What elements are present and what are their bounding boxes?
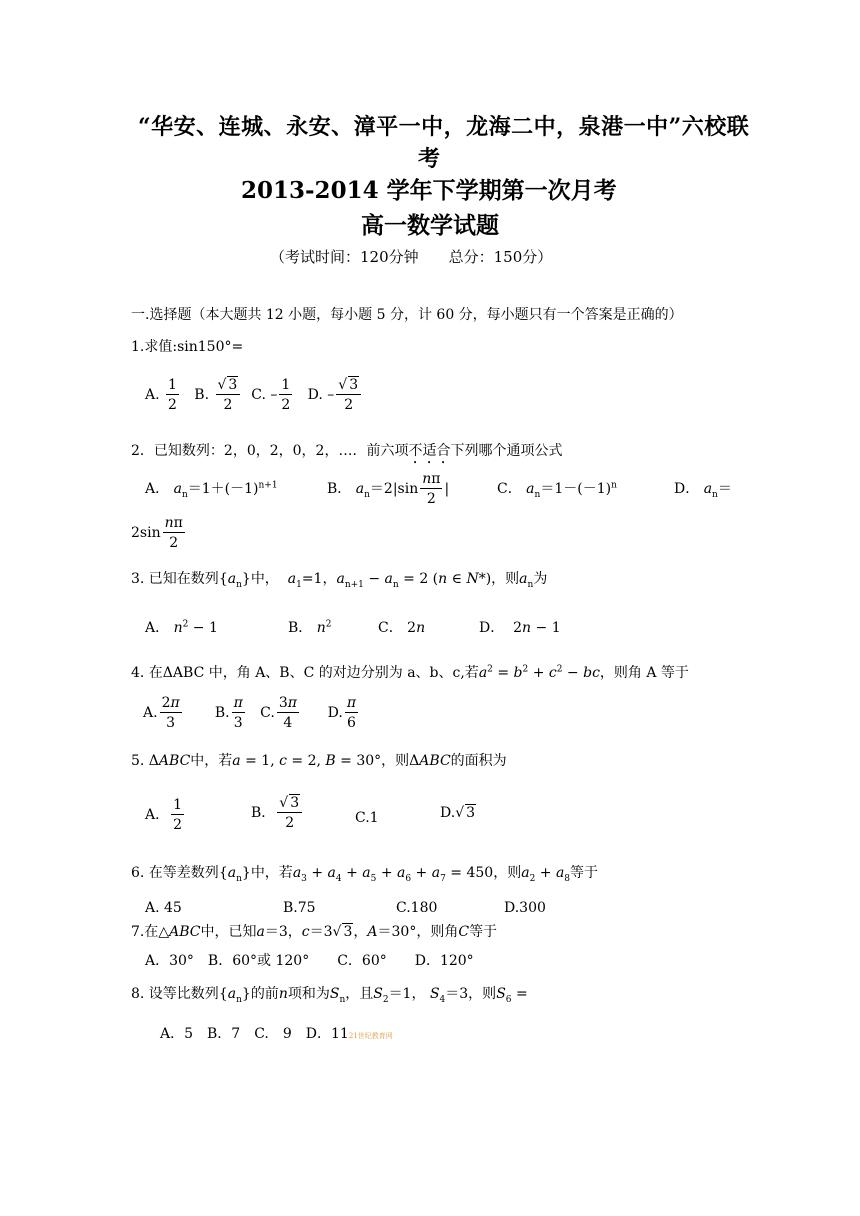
q1-option-d: D.: [307, 387, 323, 403]
fraction: $\frac{2\pi}{3}$: [161, 695, 180, 731]
fraction: $\frac{n\pi}{2}$: [164, 515, 183, 551]
q5-option-b: B．: [251, 805, 276, 821]
q5-option-d: D.: [440, 805, 456, 821]
q2-option-d-cont: [131, 516, 187, 550]
q3-option-c: C． 2n: [378, 620, 426, 636]
q5-option-b-wrap: [251, 796, 304, 830]
option-expr: ＝: [717, 481, 732, 497]
q5-option-c: C.1: [355, 810, 379, 826]
section-heading: 一.选择题（本大题共 12 小题，每小题 5 分，计 60 分，每小题只有一个答案是正确的）: [131, 307, 683, 323]
fraction: $\frac{√ 3}{2}$: [336, 378, 361, 412]
fraction: $\frac{n\pi}{2}$: [422, 471, 441, 507]
q2-option-c: C． $a_n=1-(-1)^n$: [497, 480, 617, 500]
q3-stem-part: 中，: [250, 571, 279, 587]
title-line-2: 考: [418, 146, 441, 172]
q7-stem-part: 等于: [469, 924, 498, 940]
q3-option-b: B． $n^2$: [288, 619, 332, 636]
q2-option-a: A． $a_n=1+(-1)^{n+1}$: [145, 480, 278, 500]
q3-option-d: D． 2n − 1: [479, 620, 561, 636]
q3-stem-part: = 2 (: [403, 571, 439, 587]
q1-option-b: B.: [194, 387, 210, 403]
q4-stem-part: ，则角 A 等于: [599, 665, 689, 681]
question-7-stem: 7.在△ABC中，已知a＝3，c＝3√ 3，A＝30°，则角C等于: [131, 924, 498, 940]
option-expr: ＝1－(－1): [540, 481, 612, 497]
q2-stem-part: 下列哪个通项公式: [450, 443, 563, 459]
exam-subtitle: （考试时间：120分钟 总分：150分）: [270, 248, 553, 266]
question-7-options: A．30° B．60°或 120° C．60° D．120°: [145, 953, 474, 969]
q7-stem-part: ，: [353, 924, 368, 940]
q5-stem-part: 5.: [131, 753, 145, 769]
question-4-options: [143, 696, 360, 730]
q3-stem-part: 3. 已知在数列: [131, 571, 219, 587]
q6-stem-part: ，则: [493, 865, 522, 881]
question-8-stem: 8. 设等比数列$\{a_n\}$的前n项和为$S_n$，且$S_2=1$， $S_4=3$，则$S_6$ =: [131, 986, 528, 1005]
question-2-stem: [131, 440, 562, 467]
question-1-options: A. $\frac{1}{2}$ B. $\frac{√ 3}{2}$ C. – $\frac{1}{2}$ D. – $\frac{√ 3}{2}$: [145, 378, 363, 412]
q7-stem-part: 7.在△: [131, 924, 170, 940]
q3-stem-part: 为: [533, 571, 548, 587]
q5-option-a: A．: [145, 807, 170, 823]
q5-stem-part: 的面积为: [450, 753, 507, 769]
question-5-stem: 5. ΔABC中，若a = 1, c = 2, B = 30°，则ΔABC的面积为: [131, 753, 507, 769]
question-6-stem: 6. 在等差数列$\{a_n\}$中，若$a_3 + a_4 + a_5 + a_6 + a_7 = 450$，则$a_2 + a_8$等于: [131, 865, 599, 884]
q5-stem-part: ，则: [381, 753, 410, 769]
q6-stem-part: 6. 在等差数列: [131, 865, 219, 881]
q7-stem-part: 中，已知: [200, 924, 257, 940]
q1-option-a: A.: [145, 387, 160, 403]
option-expr: ＝1＋(－1): [187, 481, 259, 497]
q7-stem-part: ＝3，: [264, 924, 302, 940]
option-letter: A．: [145, 481, 170, 497]
option-letter: B．: [327, 481, 352, 497]
question-8-options: [160, 1023, 393, 1043]
fraction: $\frac{\pi}{6}$: [346, 695, 357, 731]
fraction: $\frac{√ 3}{2}$: [277, 796, 302, 830]
q8-stem-part: 的前: [250, 986, 279, 1002]
q6-stem-part: 中，若: [250, 865, 293, 881]
q7-stem-part: ＝30°，则角: [377, 924, 459, 940]
q8-stem-part: ，且: [345, 986, 374, 1002]
q7-stem-part: ＝3: [309, 924, 333, 940]
q4-option-d: D.: [327, 705, 343, 721]
q3-stem-part: )，则: [485, 571, 520, 587]
q8-options-text: A．5 B．7 C. 9 D．11: [160, 1026, 349, 1042]
fraction: $\frac{1}{2}$: [168, 377, 177, 413]
q3-stem-part: =1，: [301, 571, 337, 587]
watermark: 21世纪教育网: [348, 1032, 393, 1040]
fraction: $\frac{1}{2}$: [281, 377, 291, 413]
q6-option-d: D.300: [504, 900, 546, 916]
q4-stem-part: 4. 在ΔABC 中，角 A、B、C 的对边分别为 a、b、c,若: [131, 665, 479, 681]
title-line-4: 高一数学试题: [361, 212, 499, 239]
option-letter: C．: [378, 620, 403, 636]
q3-option-a: A． $n^2 - 1$: [145, 619, 218, 636]
q5-option-d-wrap: D.√ 3: [440, 805, 476, 821]
q6-option-c: C.180: [396, 900, 438, 916]
question-5-options: [145, 798, 186, 832]
title-line-3: 2013-2014 学年下学期第一次月考: [241, 177, 617, 204]
option-letter: D．: [674, 481, 700, 497]
question-3-stem: 3. 已知在数列$\{a_n\}$中， $a_1=1$，$a_{n+1} - a_n = 2$ (n ∈ N*)，则$a_n$为: [131, 571, 548, 590]
q2-stem-emphasis: 不适合: [408, 443, 451, 459]
q8-stem-part: 8. 设等比数列: [131, 986, 219, 1002]
q6-option-a: A. 45: [145, 900, 182, 916]
question-1-stem: 1.求值:sin150°=: [131, 339, 244, 355]
q4-option-b: B.: [214, 705, 230, 721]
q6-stem-part: 等于: [570, 865, 599, 881]
q5-stem-part: 中，若: [190, 753, 233, 769]
option-letter: A．: [145, 620, 170, 636]
fraction: $\frac{3\pi}{4}$: [278, 695, 297, 731]
q2-option-d: D． $a_n=$: [674, 481, 732, 500]
option-letter: C．: [497, 481, 522, 497]
option-expr: 2sin: [131, 525, 161, 541]
q8-stem-part: ＝1，: [388, 986, 426, 1002]
fraction: $\frac{\pi}{3}$: [233, 695, 243, 731]
q2-stem-part: 2．已知数列：2，0，2，0，2，…．前六项: [131, 443, 409, 459]
q2-option-b: B． $a_n=2|\sin$ $\frac{n\pi}{2}$ |: [327, 471, 450, 507]
q8-stem-part: ＝3，则: [445, 986, 497, 1002]
q1-option-c: C.: [251, 387, 266, 403]
q4-option-a: A.: [143, 705, 158, 721]
fraction: $\frac{√ 3}{2}$: [216, 378, 241, 412]
title-line-1: “华安、连城、永安、漳平一中，龙海二中，泉港一中”六校联: [138, 114, 750, 140]
fraction: $\frac{1}{2}$: [173, 797, 183, 833]
question-4-stem: 4. 在ΔABC 中，角 A、B、C 的对边分别为 a、b、c,若$a^2 = b^2 + c^2$ − bc，则角 A 等于: [131, 664, 689, 681]
option-letter: B．: [288, 620, 313, 636]
option-expr: ＝2|sin: [369, 481, 419, 497]
q8-stem-part: 项和为: [287, 986, 330, 1002]
option-letter: D．: [479, 620, 505, 636]
q6-option-b: B.75: [283, 900, 316, 916]
q4-option-c: C.: [260, 705, 275, 721]
